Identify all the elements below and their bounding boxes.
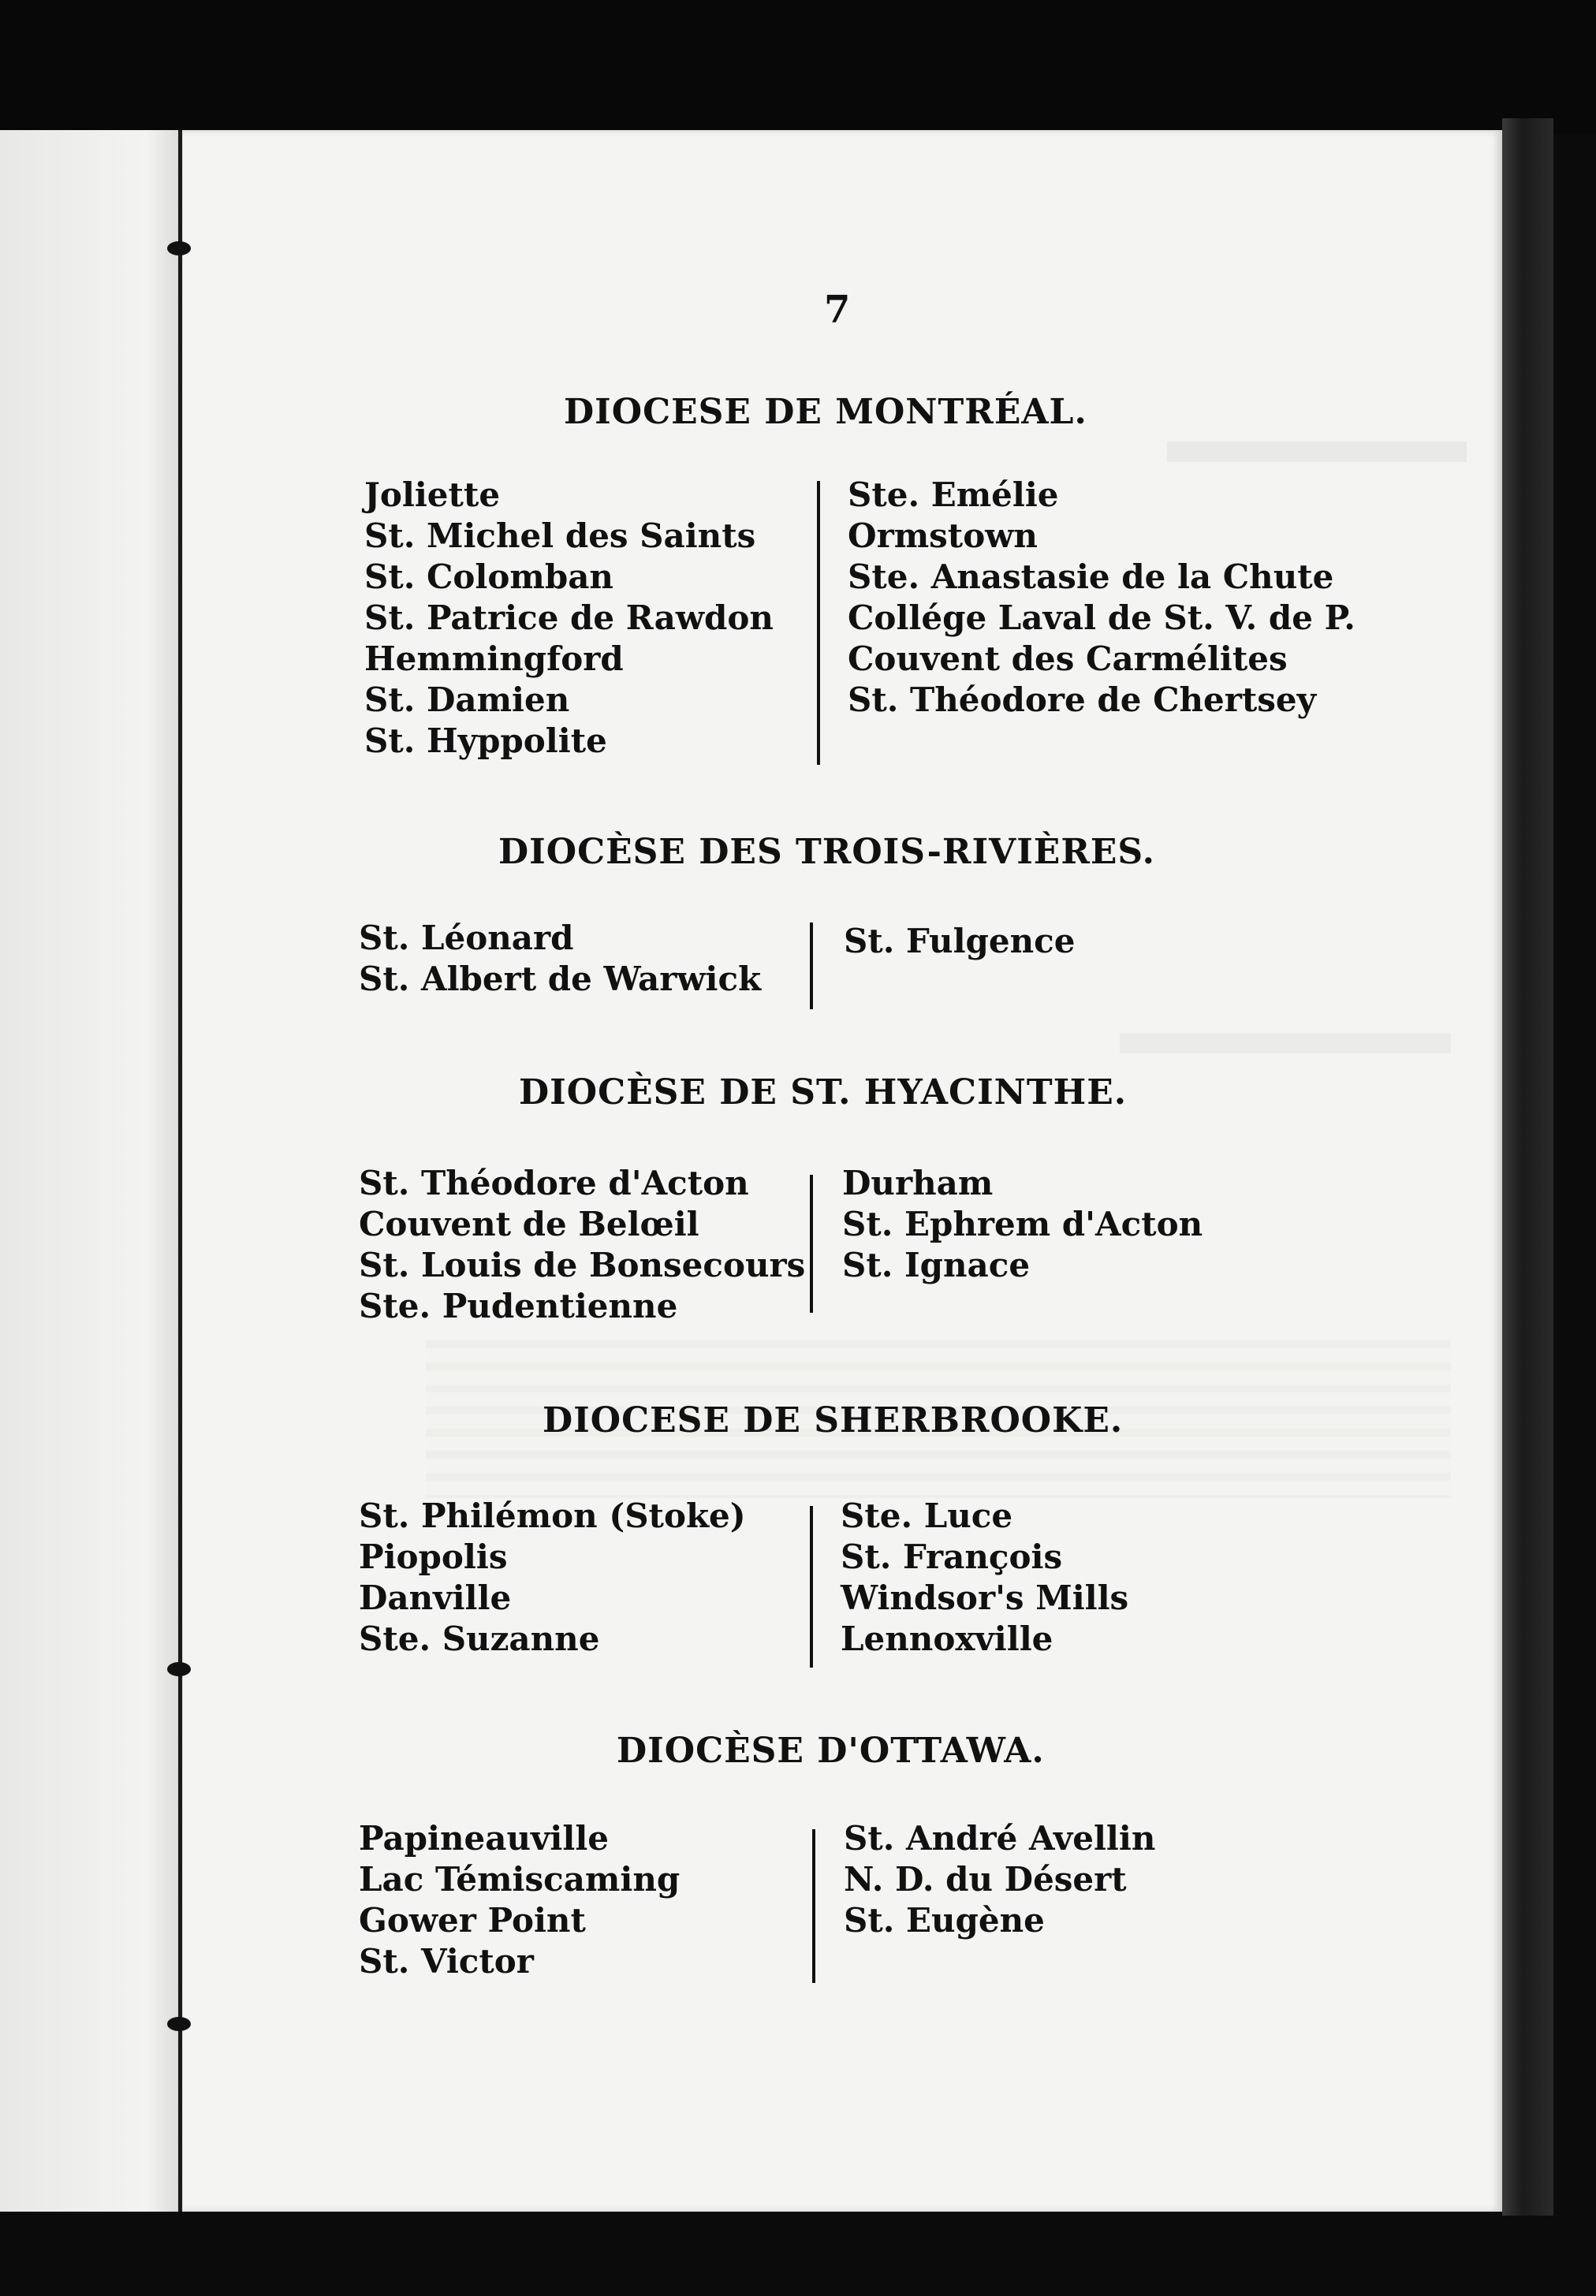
- parish-entry: N. D. du Désert: [844, 1860, 1127, 1899]
- parish-entry: St. Léonard: [359, 919, 574, 957]
- section-title-trois-rivieres: DIOCÈSE DES TROIS-RIVIÈRES.: [498, 832, 1155, 872]
- parish-list-left: [364, 475, 774, 762]
- parish-entry: St. Philémon (Stoke): [359, 1496, 746, 1535]
- page-number: 7: [824, 288, 851, 332]
- parish-entry: Ste. Luce: [841, 1496, 1013, 1535]
- parish-entry: St. François: [841, 1538, 1063, 1576]
- parish-entry: Ste. Emélie: [848, 475, 1059, 514]
- parish-entry: St. André Avellin: [844, 1819, 1156, 1858]
- parish-entry: Ste. Suzanne: [359, 1620, 600, 1658]
- parish-entry: St. Hyppolite: [364, 721, 607, 760]
- section-title-sherbrooke: DIOCESE DE SHERBROOKE.: [543, 1400, 1124, 1441]
- parish-entry: Lac Témiscaming: [359, 1860, 681, 1899]
- parish-list-right: [842, 1163, 1203, 1286]
- parish-list-left: [359, 1818, 680, 1982]
- column-divider: [817, 481, 820, 765]
- binding-stitch: [167, 1662, 191, 1676]
- parish-list-left: [359, 1496, 746, 1660]
- parish-list-right: [848, 475, 1355, 721]
- parish-entry: Ste. Pudentienne: [359, 1287, 678, 1325]
- parish-list-right: [844, 921, 1075, 962]
- parish-entry: St. Michel des Saints: [364, 516, 756, 555]
- column-divider: [810, 922, 813, 1009]
- parish-entry: St. Théodore de Chertsey: [848, 680, 1317, 719]
- binding-stitch: [167, 241, 191, 255]
- parish-entry: Gower Point: [359, 1901, 586, 1940]
- parish-list-right: [841, 1496, 1128, 1660]
- parish-entry: St. Fulgence: [844, 922, 1076, 960]
- parish-entry: Danville: [359, 1578, 512, 1617]
- parish-entry: Lennoxville: [841, 1620, 1053, 1658]
- book-edge: [1502, 118, 1553, 2216]
- parish-list-right: [844, 1818, 1155, 1941]
- section-title-st-hyacinthe: DIOCÈSE DE ST. HYACINTHE.: [519, 1072, 1128, 1113]
- parish-entry: St. Ignace: [842, 1246, 1031, 1284]
- parish-list-left: [359, 918, 761, 1000]
- binding-stitch: [167, 2017, 191, 2031]
- parish-entry: Couvent de Belœil: [359, 1205, 699, 1243]
- parish-entry: St. Damien: [364, 680, 570, 719]
- parish-entry: Papineauville: [359, 1819, 609, 1858]
- column-divider: [810, 1506, 813, 1668]
- parish-entry: Ormstown: [848, 516, 1038, 555]
- column-divider: [812, 1829, 815, 1983]
- column-divider: [810, 1175, 813, 1313]
- scan-background: [0, 0, 1596, 134]
- gutter-shadow: [0, 130, 183, 2212]
- parish-entry: Collége Laval de St. V. de P.: [848, 598, 1355, 637]
- parish-entry: St. Ephrem d'Acton: [842, 1205, 1203, 1243]
- parish-entry: St. Louis de Bonsecours: [359, 1246, 806, 1284]
- parish-entry: St. Victor: [359, 1942, 534, 1981]
- parish-entry: Hemmingford: [364, 639, 624, 678]
- parish-entry: Couvent des Carmélites: [848, 639, 1288, 678]
- parish-entry: Durham: [842, 1164, 994, 1202]
- bleed-through: [1167, 442, 1467, 462]
- parish-entry: St. Colomban: [364, 557, 613, 596]
- parish-list-left: [359, 1163, 805, 1327]
- parish-entry: Windsor's Mills: [841, 1578, 1129, 1617]
- section-title-ottawa: DIOCÈSE D'OTTAWA.: [617, 1731, 1045, 1771]
- binding-line: [178, 130, 182, 2212]
- parish-entry: Ste. Anastasie de la Chute: [848, 557, 1334, 596]
- parish-entry: Piopolis: [359, 1538, 508, 1576]
- bleed-through: [1120, 1033, 1451, 1053]
- section-title-montreal: DIOCESE DE MONTRÉAL.: [564, 392, 1087, 432]
- parish-entry: St. Patrice de Rawdon: [364, 598, 774, 637]
- parish-entry: St. Albert de Warwick: [359, 960, 762, 998]
- parish-entry: St. Eugène: [844, 1901, 1045, 1940]
- parish-entry: Joliette: [364, 475, 501, 514]
- parish-entry: St. Théodore d'Acton: [359, 1164, 749, 1202]
